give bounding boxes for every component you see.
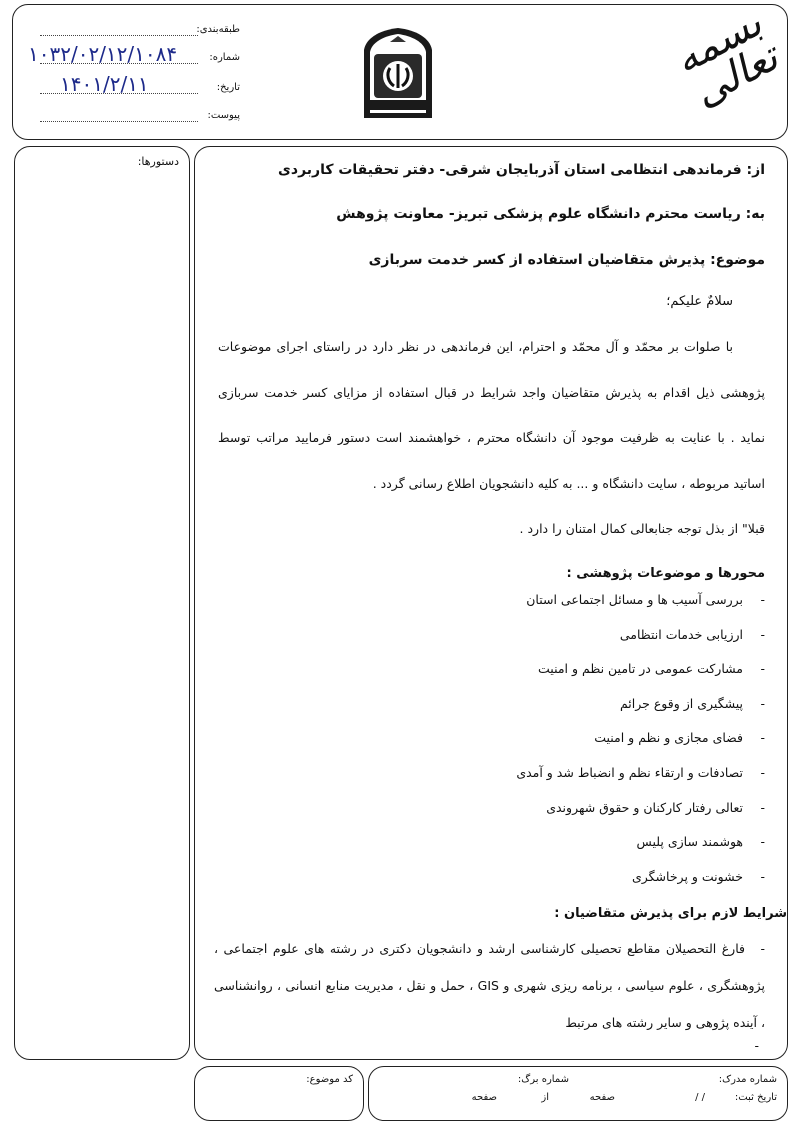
registration-date-label: تاریخ ثبت: <box>734 1092 777 1103</box>
list-item: -فضای مجازی و نظم و امنیت <box>594 730 765 746</box>
greeting: سلامٌ علیکم؛ <box>666 294 733 309</box>
of-label: از <box>541 1092 549 1103</box>
number-value: ۱۰۳۲/۰۲/۱۲/۱۰۸۴ <box>28 42 178 66</box>
list-item: -پیشگیری از وقوع جرائم <box>619 695 765 711</box>
list-item: -تعالی رفتار کارکنان و حقوق شهروندی <box>546 799 765 815</box>
attachment-line <box>40 121 198 122</box>
list-item: -ارزیابی خدمات انتظامی <box>619 626 765 642</box>
requirement-item-1: -فارغ التحصیلان مقاطع تحصیلی کارشناسی ارشد و دانشجویان دکتری در رشته های علوم اجتماعی ، پژوهشگری ، علوم سیاسی ، برنامه ریزی شهری و GIS ، حمل و نقل ، مدیریت منابع انسانی ، روانشناسی ، آینده پژوهی و سایر رشته های مرتبط <box>214 941 765 1030</box>
instructions-label: دستورها: <box>137 155 179 168</box>
from-key: از: <box>746 162 765 178</box>
requirements-title: شرایط لازم برای پذیرش متقاضیان : <box>554 906 787 921</box>
registration-date-slashes: / / <box>695 1092 705 1103</box>
instructions-column <box>14 146 190 1060</box>
attachment-label: پیوست: <box>207 110 240 121</box>
subject-code-label: کد موضوع: <box>306 1074 353 1085</box>
date-field <box>40 72 240 102</box>
body-p1-text: با صلوات بر محمّد و آل محمّد و احترام، این فرماندهی در نظر دارد در راستای اجرای موضوعات پژوهشی ذیل اقدام به پذیرش متقاضیان واجد شرایط در قبال استفاده از مزایای کسر خدمت سربازی نماید . با عنایت به ظرفیت موجود آن دانشگاه محترم ، خواهشمند است دستور فرمایید مراتب توسط اساتید مربوطه ، سایت دانشگاه و ... به کلیه دانشجویان اطلاع رسانی گردد . <box>218 339 765 491</box>
subject-value: پذیرش متقاضیان استفاده از کسر خدمت سربازی <box>368 252 706 268</box>
category-line <box>40 35 198 36</box>
requirement-text: فارغ التحصیلان مقاطع تحصیلی کارشناسی ارشد و دانشجویان دکتری در رشته های علوم اجتماعی ، پژوهشگری ، علوم سیاسی ، برنامه ریزی شهری و GIS ، حمل و نقل ، مدیریت منابع انسانی ، روانشناسی ، آینده پژوهی و سایر رشته های مرتبط <box>214 941 765 1030</box>
basmala-handwritten: بسمه تعالی <box>666 0 786 117</box>
subject-line <box>369 252 765 268</box>
from-value: فرماندهی انتظامی استان آذربایجان شرقی- دفتر تحقیقات کاربردی <box>278 162 742 178</box>
to-line <box>336 206 765 222</box>
attachment-field <box>40 108 240 130</box>
date-value: ۱۴۰۱/۲/۱۱ <box>60 72 149 96</box>
to-key: به: <box>745 206 765 222</box>
topics-title: محورها و موضوعات پژوهشی : <box>566 566 765 581</box>
category-field <box>40 22 240 44</box>
body-p2-text: قبلا" از بذل توجه جنابعالی کمال امتنان را دارد . <box>519 521 765 536</box>
requirement-dash: - <box>754 1038 759 1053</box>
body-paragraph-1 <box>218 324 765 552</box>
number-field <box>28 42 240 72</box>
from-line <box>278 162 765 178</box>
list-item: -هوشمند سازی پلیس <box>636 834 765 850</box>
date-label: تاریخ: <box>216 82 240 93</box>
list-item: -بررسی آسیب ها و مسائل اجتماعی استان <box>526 592 765 607</box>
list-item: -تصادفات و ارتقاء نظم و انضباط شد و آمدی <box>516 764 765 780</box>
police-emblem-icon <box>360 26 436 122</box>
subject-key: موضوع: <box>710 252 765 268</box>
list-item: -مشارکت عمومی در تامین نظم و امنیت <box>538 661 765 677</box>
category-label: طبقه‌بندی: <box>196 24 240 35</box>
sheet-number-label: شماره برگ: <box>517 1074 569 1085</box>
number-label: شماره: <box>209 52 240 63</box>
page-label: صفحه <box>589 1092 615 1103</box>
topics-list <box>516 592 765 903</box>
list-item: -خشونت و پرخاشگری <box>631 868 765 884</box>
document-number-label: شماره مدرک: <box>718 1074 777 1085</box>
page-label-2: صفحه <box>471 1092 497 1103</box>
to-value: ریاست محترم دانشگاه علوم پزشکی تبریز- معاونت پژوهش <box>336 206 741 222</box>
